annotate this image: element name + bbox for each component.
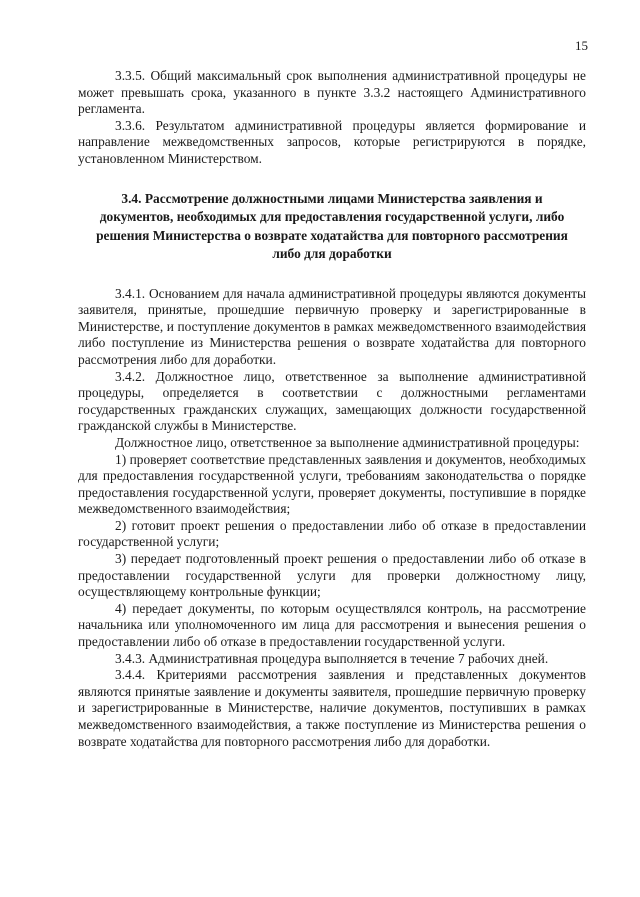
list-item-3: 3) передает подготовленный проект решения о предоставлении либо об отказе в предоставлении государственной услуги для проверки должностному лицу, осуществляющему контрольные функции; [78,551,586,600]
paragraph-3-4-4: 3.4.4. Критериями рассмотрения заявления и представленных документов являются принятые заявление и документы заявителя, прошедшие первичную проверку и зарегистрированные в Министерстве, наличие документов, поступивших в рамках межведомственного взаимодействия, а также поступление из Министерства решения о возврате ходатайства для повторного рассмотрения либо для доработки. [78,667,586,749]
section-heading-3-4: 3.4. Рассмотрение должностными лицами Министерства заявления и документов, необходимых для предоставления государственной услуги, либо решения Министерства о возврате ходатайства для повторного рассмотрения либо для доработки [96,190,568,262]
document-body [78,68,586,750]
paragraph-3-3-5: 3.3.5. Общий максимальный срок выполнения административной процедуры не может превышать срока, указанного в пункте 3.3.2 настоящего Административного регламента. [78,68,586,117]
paragraph-3-4-2: 3.4.2. Должностное лицо, ответственное за выполнение административной процедуры, определяется в соответствии с должностными регламентами государственных гражданских служащих, замещающих должности государственной гражданской службы в Министерстве. [78,368,586,434]
page-number: 15 [575,38,588,53]
paragraph-3-4-1: 3.4.1. Основанием для начала административной процедуры являются документы заявителя, принятые, прошедшие первичную проверку и зарегистрированные в Министерстве, и поступление документов в рамках межведомственного взаимодействия либо поступление из Министерства решения о возврате ходатайства для повторного рассмотрения либо для доработки. [78,285,586,367]
paragraph-responsible-person: Должностное лицо, ответственное за выполнение административной процедуры: [115,434,580,450]
list-item-1: 1) проверяет соответствие представленных заявления и документов, необходимых для предоставления государственной услуги, требованиям законодательства о порядке предоставления государственной услуги, проверяет документы, поступившие в порядке межведомственного взаимодействия; [78,451,586,517]
list-item-4: 4) передает документы, по которым осуществлялся контроль, на рассмотрение начальника или уполномоченного им лица для рассмотрения и вынесения решения о предоставлении либо об отказе в предоставлении государственной услуги. [78,600,586,650]
paragraph-3-3-6: 3.3.6. Результатом административной процедуры является формирование и направление межведомственных запросов, которые регистрируются в порядке, установленном Министерством. [78,117,586,166]
paragraph-3-4-3: 3.4.3. Административная процедура выполняется в течение 7 рабочих дней. [115,650,549,666]
list-item-2: 2) готовит проект решения о предоставлении либо об отказе в предоставлении государственной услуги; [78,517,586,550]
